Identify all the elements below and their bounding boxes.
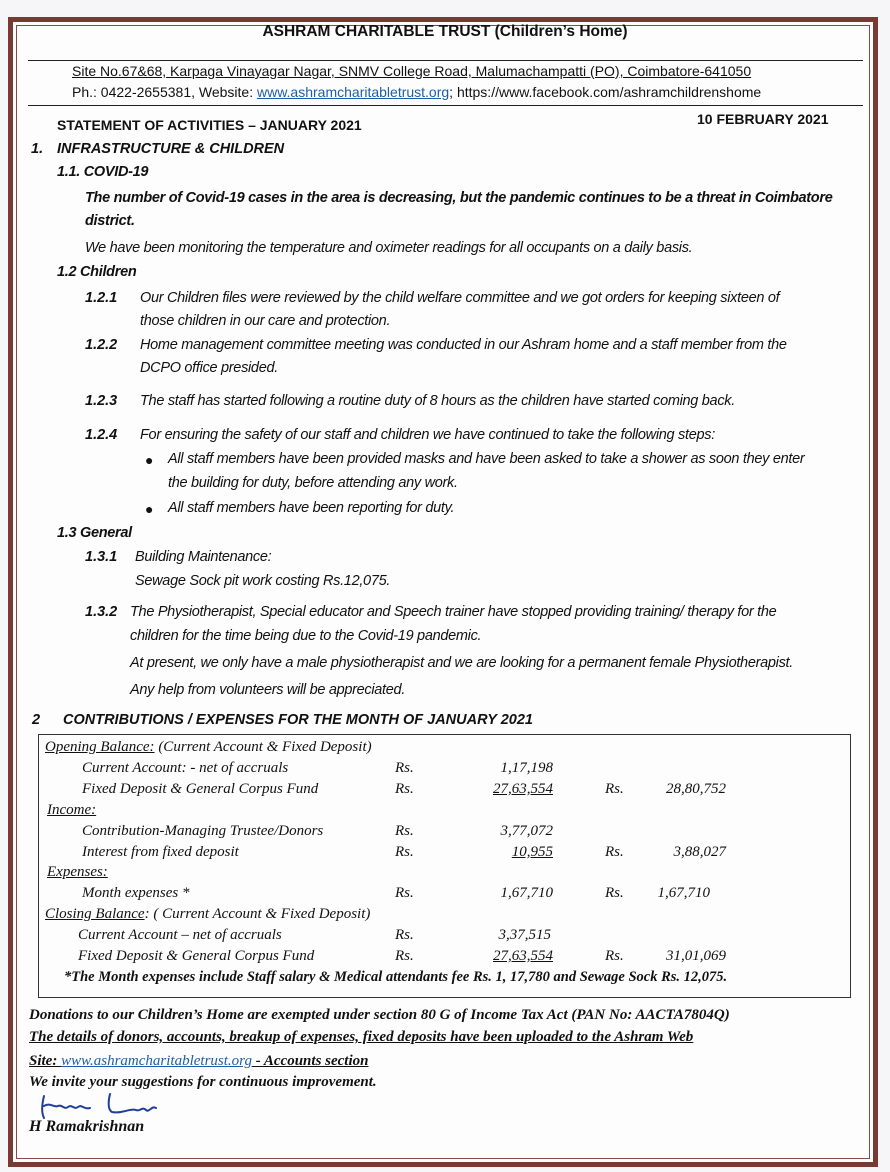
org-title: ASHRAM CHARITABLE TRUST (Children’s Home)	[262, 23, 628, 40]
covid-heading: 1.1. COVID-19	[57, 164, 149, 180]
item-1-3-2-line4: Any help from volunteers will be appreciated.	[130, 682, 406, 698]
closing-total: 31,01,069	[666, 948, 726, 964]
website-link[interactable]: www.ashramcharitabletrust.org	[256, 84, 450, 100]
donations-exemption-note: Donations to our Children’s Home are exempted under section 80 G of Income Tax Act (PAN No: AACTA7804Q)	[29, 1007, 730, 1023]
item-1-2-4-line1: For ensuring the safety of our staff and children we have continued to take the following steps:	[140, 427, 715, 443]
currency-label: Rs.	[395, 885, 414, 901]
item-1-2-2-line1: Home management committee meeting was conducted in our Ashram home and a staff member from the	[140, 337, 787, 353]
item-1-3-1-number: 1.3.1	[85, 549, 118, 565]
general-heading: 1.3 General	[57, 525, 132, 541]
income-heading: Income:	[47, 802, 97, 818]
invite-suggestions: We invite your suggestions for continuous improvement.	[29, 1074, 377, 1090]
section1-number: 1.	[31, 141, 44, 157]
currency-label: Rs.	[605, 885, 624, 901]
item-1-2-1-line2: those children in our care and protection.	[140, 313, 391, 329]
closing-current-amount: 3,37,515	[498, 927, 551, 943]
currency-label: Rs.	[395, 823, 414, 839]
income-row-label: Interest from fixed deposit	[82, 844, 239, 860]
children-heading: 1.2 Children	[57, 264, 137, 280]
opening-current-amount: 1,17,198	[500, 760, 553, 776]
section2-number: 2	[32, 712, 41, 728]
currency-label: Rs.	[395, 760, 414, 776]
covid-bold-line2: district.	[85, 213, 135, 229]
opening-balance-heading: Opening Balance: (Current Account & Fixed Deposit)	[45, 739, 372, 755]
section2-title: CONTRIBUTIONS / EXPENSES FOR THE MONTH OF JANUARY 2021	[63, 712, 533, 728]
section1-title: INFRASTRUCTURE & CHILDREN	[57, 141, 285, 157]
opening-total: 28,80,752	[666, 781, 726, 797]
expenses-row-label: Month expenses *	[82, 885, 190, 901]
currency-label: Rs.	[395, 844, 414, 860]
opening-row-label: Current Account: - net of accruals	[82, 760, 289, 776]
item-1-3-2-number: 1.3.2	[85, 604, 118, 620]
item-1-3-1-line2: Sewage Sock pit work costing Rs.12,075.	[135, 573, 391, 589]
expenses-footnote: *The Month expenses include Staff salary & Medical attendants fee Rs. 1, 17,780 and Sewage Sock Rs. 12,075.	[64, 969, 728, 985]
currency-label: Rs.	[395, 948, 414, 964]
bullet1-line2: the building for duty, before attending any work.	[168, 475, 458, 491]
address: Site No.67&68, Karpaga Vinayagar Nagar, SNMV College Road, Malumachampatti (PO), Coimbatore-641050	[72, 63, 752, 79]
income-interest-amount: 10,955	[511, 844, 553, 860]
site-line: Site: www.ashramcharitabletrust.org - Accounts section	[29, 1053, 369, 1069]
opening-fd-amount: 27,63,554	[493, 781, 553, 797]
site-link[interactable]: www.ashramcharitabletrust.org	[61, 1053, 252, 1069]
item-1-3-2-line2: children for the time being due to the Covid-19 pandemic.	[130, 628, 482, 644]
statement-date: 10 FEBRUARY 2021	[697, 111, 829, 127]
currency-label: Rs.	[395, 927, 414, 943]
facebook-link[interactable]: ; https://www.facebook.com/ashramchildrenshome	[449, 84, 762, 100]
item-1-3-1-line1: Building Maintenance:	[135, 549, 272, 565]
item-1-2-4-number: 1.2.4	[85, 427, 118, 443]
contact-line	[72, 84, 761, 100]
details-uploaded-note: The details of donors, accounts, breakup of expenses, fixed deposits have been uploaded to the Ashram Web	[29, 1029, 694, 1045]
item-1-2-2-line2: DCPO office presided.	[140, 360, 278, 376]
header-rule-bottom	[28, 105, 863, 106]
statement-title: STATEMENT OF ACTIVITIES – JANUARY 2021	[57, 117, 362, 133]
currency-label: Rs.	[605, 844, 624, 860]
item-1-2-1-number: 1.2.1	[85, 290, 118, 306]
covid-monitoring: We have been monitoring the temperature and oximeter readings for all occupants on a daily basis.	[85, 240, 693, 256]
income-contribution-amount: 3,77,072	[500, 823, 553, 839]
currency-label: Rs.	[605, 948, 624, 964]
address-line	[72, 63, 751, 79]
closing-row-label: Current Account – net of accruals	[78, 927, 282, 943]
closing-fd-amount: 27,63,554	[493, 948, 553, 964]
signatory-name: H Ramakrishnan	[29, 1118, 145, 1135]
expenses-total: 1,67,710	[657, 885, 710, 901]
bullet-icon: ●	[145, 501, 154, 517]
item-1-2-2-number: 1.2.2	[85, 337, 118, 353]
income-row-label: Contribution-Managing Trustee/Donors	[82, 823, 324, 839]
bullet2-line1: All staff members have been reporting for duty.	[168, 500, 455, 516]
header-rule-top	[28, 60, 863, 61]
phone: Ph.: 0422-2655381, Website:	[72, 84, 257, 100]
item-1-3-2-line1: The Physiotherapist, Special educator and Speech trainer have stopped providing training/ therapy for the	[130, 604, 777, 620]
expenses-heading: Expenses:	[47, 864, 108, 880]
item-1-3-2-line3: At present, we only have a male physiotherapist and we are looking for a permanent female Physiotherapist.	[130, 655, 793, 671]
item-1-2-3-number: 1.2.3	[85, 393, 118, 409]
covid-bold-line1: The number of Covid-19 cases in the area is decreasing, but the pandemic continues to be a threat in Coimbatore	[85, 190, 833, 206]
currency-label: Rs.	[605, 781, 624, 797]
income-total: 3,88,027	[673, 844, 726, 860]
bullet1-line1: All staff members have been provided masks and have been asked to take a shower as soon they enter	[168, 451, 805, 467]
closing-balance-heading: Closing Balance: ( Current Account & Fixed Deposit)	[45, 906, 371, 922]
item-1-2-3-line1: The staff has started following a routine duty of 8 hours as the children have started coming back.	[140, 393, 735, 409]
item-1-2-1-line1: Our Children files were reviewed by the child welfare committee and we got orders for keeping sixteen of	[140, 290, 780, 306]
closing-row-label: Fixed Deposit & General Corpus Fund	[78, 948, 315, 964]
opening-row-label: Fixed Deposit & General Corpus Fund	[82, 781, 319, 797]
expenses-amount: 1,67,710	[500, 885, 553, 901]
currency-label: Rs.	[395, 781, 414, 797]
bullet-icon: ●	[145, 452, 154, 468]
